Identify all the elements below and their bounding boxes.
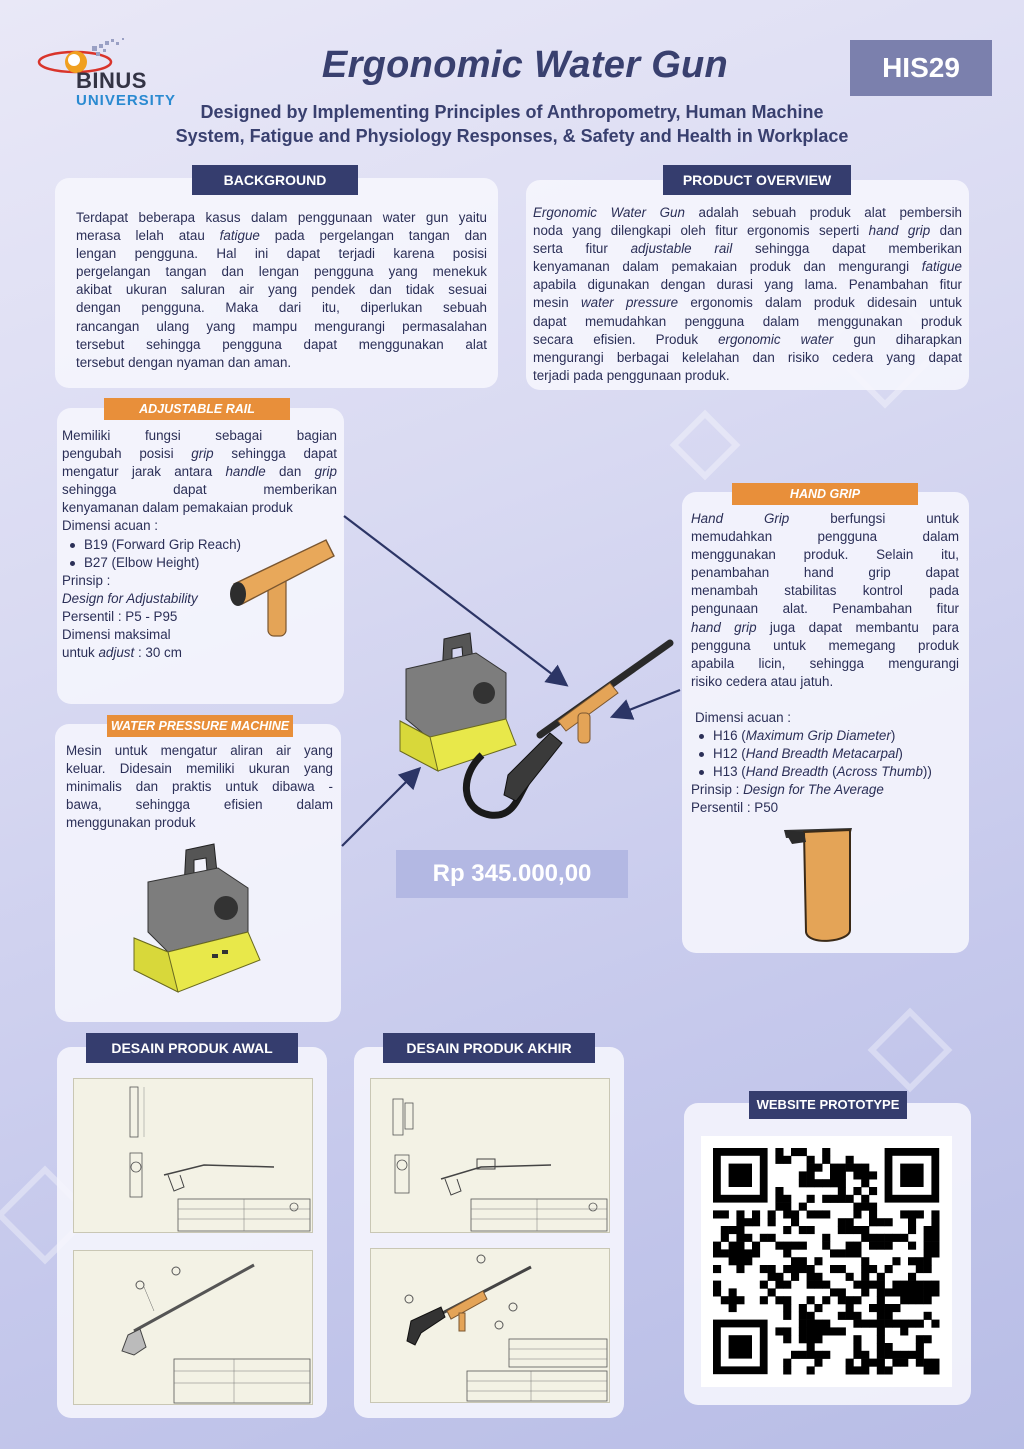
text-line: menambah stabilitas kontrol pada <box>691 583 959 599</box>
drawing-content <box>74 1079 314 1234</box>
hand-grip-label: HAND GRIP <box>732 483 918 505</box>
website-prototype-label: WEBSITE PROTOTYPE <box>749 1091 907 1119</box>
text-line: lengan pengguna. Hal ini dapat terjadi karena posisi <box>76 246 487 262</box>
dimensi-max-line: Dimensi maksimal <box>62 627 171 643</box>
page-title: Ergonomic Water Gun <box>321 44 729 86</box>
prinsip-value <box>691 781 959 799</box>
text-line: bawa, sehingga efisien dalam <box>66 797 333 813</box>
dimensi-item: H16 (Maximum Grip Diameter) <box>691 727 959 745</box>
product-overview-label: PRODUCT OVERVIEW <box>663 165 851 195</box>
text-line: Hand Grip berfungsi untuk <box>691 511 959 526</box>
max-italic: adjust <box>98 645 135 661</box>
text-line: hand grip juga dapat membantu para <box>691 619 959 635</box>
project-code-badge: HIS29 <box>850 40 992 96</box>
drawing-content <box>371 1249 611 1404</box>
dimensi-list <box>691 727 959 781</box>
dimensi-item: B27 (Elbow Height) <box>62 554 337 572</box>
drawing-content <box>74 1251 314 1406</box>
prinsip-italic: Design for The Average <box>743 782 884 798</box>
text-line: mengatur jarak antara handle dan grip <box>62 464 337 480</box>
technical-drawing-akhir-1 <box>370 1078 610 1233</box>
bg-diamond <box>868 1008 953 1093</box>
page-subtitle <box>160 100 864 148</box>
text-line: tersebut sehingga pengguna dapat menggunakan alat <box>76 336 487 352</box>
text-line: pengunaan alat. Penambahan fitur <box>691 601 959 617</box>
prinsip-value: Design for Adjustability <box>62 590 198 606</box>
subtitle-line: System, Fatigue and Physiology Responses, & Safety and Health in Workplace <box>175 126 849 146</box>
product-overview-text <box>533 204 962 385</box>
text-line: merasa lelah atau fatigue pada pergelangan tangan dan <box>76 228 487 244</box>
drawing-content <box>371 1079 611 1234</box>
background-text <box>76 209 487 372</box>
dimensi-label: Dimensi acuan : <box>62 518 159 534</box>
qr-code[interactable] <box>701 1136 952 1387</box>
text-line: dapat memudahkan pengguna dalam menggunakan produk <box>533 313 962 329</box>
persentil-value: Persentil : P50 <box>691 800 779 816</box>
text-line: serta fitur adjustable rail sehingga dapat memberikan <box>533 241 962 257</box>
text-line: noda yang dilengkapi oleh fitur ergonomis seperti hand grip dan <box>533 223 963 239</box>
desain-akhir-label: DESAIN PRODUK AKHIR <box>383 1033 595 1063</box>
adjustable-rail-desc <box>62 427 337 517</box>
text-line: pergelangan tangan dan lengan pengguna yang menekuk <box>76 264 487 280</box>
water-pressure-text <box>66 742 333 832</box>
technical-drawing-akhir-2 <box>370 1248 610 1403</box>
max-suffix: : 30 cm <box>134 645 182 661</box>
text-line: akibat ukuran saluran air yang pendek dan tidak sesuai <box>76 282 487 298</box>
text-line: minimalis dan praktis untuk dibawa - <box>66 779 333 795</box>
prinsip-label: Prinsip : <box>62 572 111 588</box>
logo-text-binus: BINUS <box>76 68 147 93</box>
price-tag: Rp 345.000,00 <box>396 850 628 898</box>
adjustable-rail-image <box>226 532 338 640</box>
persentil-value: Persentil : P5 - P95 <box>62 608 178 624</box>
prinsip-prefix: Prinsip : <box>691 782 744 798</box>
text-line: penambahan hand grip dapat <box>691 565 959 581</box>
dimensi-max-value <box>62 644 337 662</box>
water-gun-product-image <box>390 625 690 825</box>
bg-diamond <box>670 410 741 481</box>
subtitle-line: Designed by Implementing Principles of Anthropometry, Human Machine <box>200 102 824 122</box>
text-line: Ergonomic Water Gun adalah sebuah produk alat pembersih <box>533 205 962 220</box>
text-line: rancangan ulang yang mampu mengurangi permasalahan <box>76 318 487 334</box>
text-line: kenyamanan dalam pemakaian produk <box>62 500 293 516</box>
water-pressure-machine-image <box>128 842 278 1002</box>
text-line: memudahkan pengguna dalam <box>691 529 959 545</box>
binus-logo <box>30 36 180 116</box>
text-line: apabila licin, sehingga mengurangi <box>691 655 959 671</box>
text-line: dengan pengguna. Maka dari itu, diperlukan sebuah <box>76 300 487 316</box>
max-prefix: untuk <box>62 645 99 661</box>
dimensi-label: Dimensi acuan : <box>695 709 792 725</box>
text-line: terjadi pada penggunaan produk. <box>533 367 730 383</box>
adjustable-rail-label: ADJUSTABLE RAIL <box>104 398 290 420</box>
dimensi-item: H12 (Hand Breadth Metacarpal) <box>691 745 959 763</box>
text-line: risiko cedera atau jatuh. <box>691 673 834 689</box>
text-line: keluar. Didesain memiliki ukuran yang <box>66 761 333 777</box>
desain-awal-label: DESAIN PRODUK AWAL <box>86 1033 298 1063</box>
text-line: pengguna untuk memegang produk <box>691 637 959 653</box>
hand-grip-text <box>691 510 959 818</box>
text-line: tersebut dengan nyaman dan aman. <box>76 354 292 370</box>
text-line: Memiliki fungsi sebagai bagian <box>62 428 337 443</box>
dimensi-item: B19 (Forward Grip Reach) <box>62 536 337 554</box>
technical-drawing-awal-1 <box>73 1078 313 1233</box>
text-line: sehingga dapat memberikan <box>62 482 337 498</box>
hand-grip-desc <box>691 510 959 691</box>
text-line: kenyamanan dalam pemakaian produk dan mengurangi fatigue <box>533 259 962 275</box>
text-line: mesin water pressure ergonomis dalam produk didesain untuk <box>533 295 962 311</box>
text-line: menggunakan produk <box>66 815 196 831</box>
text-line: menggunakan produk. Selain itu, <box>691 547 959 563</box>
text-line: apabila digunakan dengan durasi yang lama. Penambahan fitur <box>533 277 962 293</box>
background-label: BACKGROUND <box>192 165 358 195</box>
text-line: Mesin untuk mengatur aliran air yang <box>66 743 333 758</box>
technical-drawing-awal-2 <box>73 1250 313 1405</box>
dimensi-item: H13 (Hand Breadth (Across Thumb)) <box>691 763 959 781</box>
hand-grip-image <box>778 824 858 946</box>
qr-code-icon <box>701 1136 952 1387</box>
text-line: secara efisien. Produk ergonomic water gun diharapkan <box>533 331 962 347</box>
text-line: pengubah posisi grip sehingga dapat <box>62 446 337 462</box>
text-line: Terdapat beberapa kasus dalam penggunaan water gun yaitu <box>76 210 487 225</box>
logo-text-university: UNIVERSITY <box>76 92 177 109</box>
water-pressure-label: WATER PRESSURE MACHINE <box>107 715 293 737</box>
text-line: mengurangi berbagai kelelahan dan risiko cedera yang dapat <box>533 349 962 365</box>
